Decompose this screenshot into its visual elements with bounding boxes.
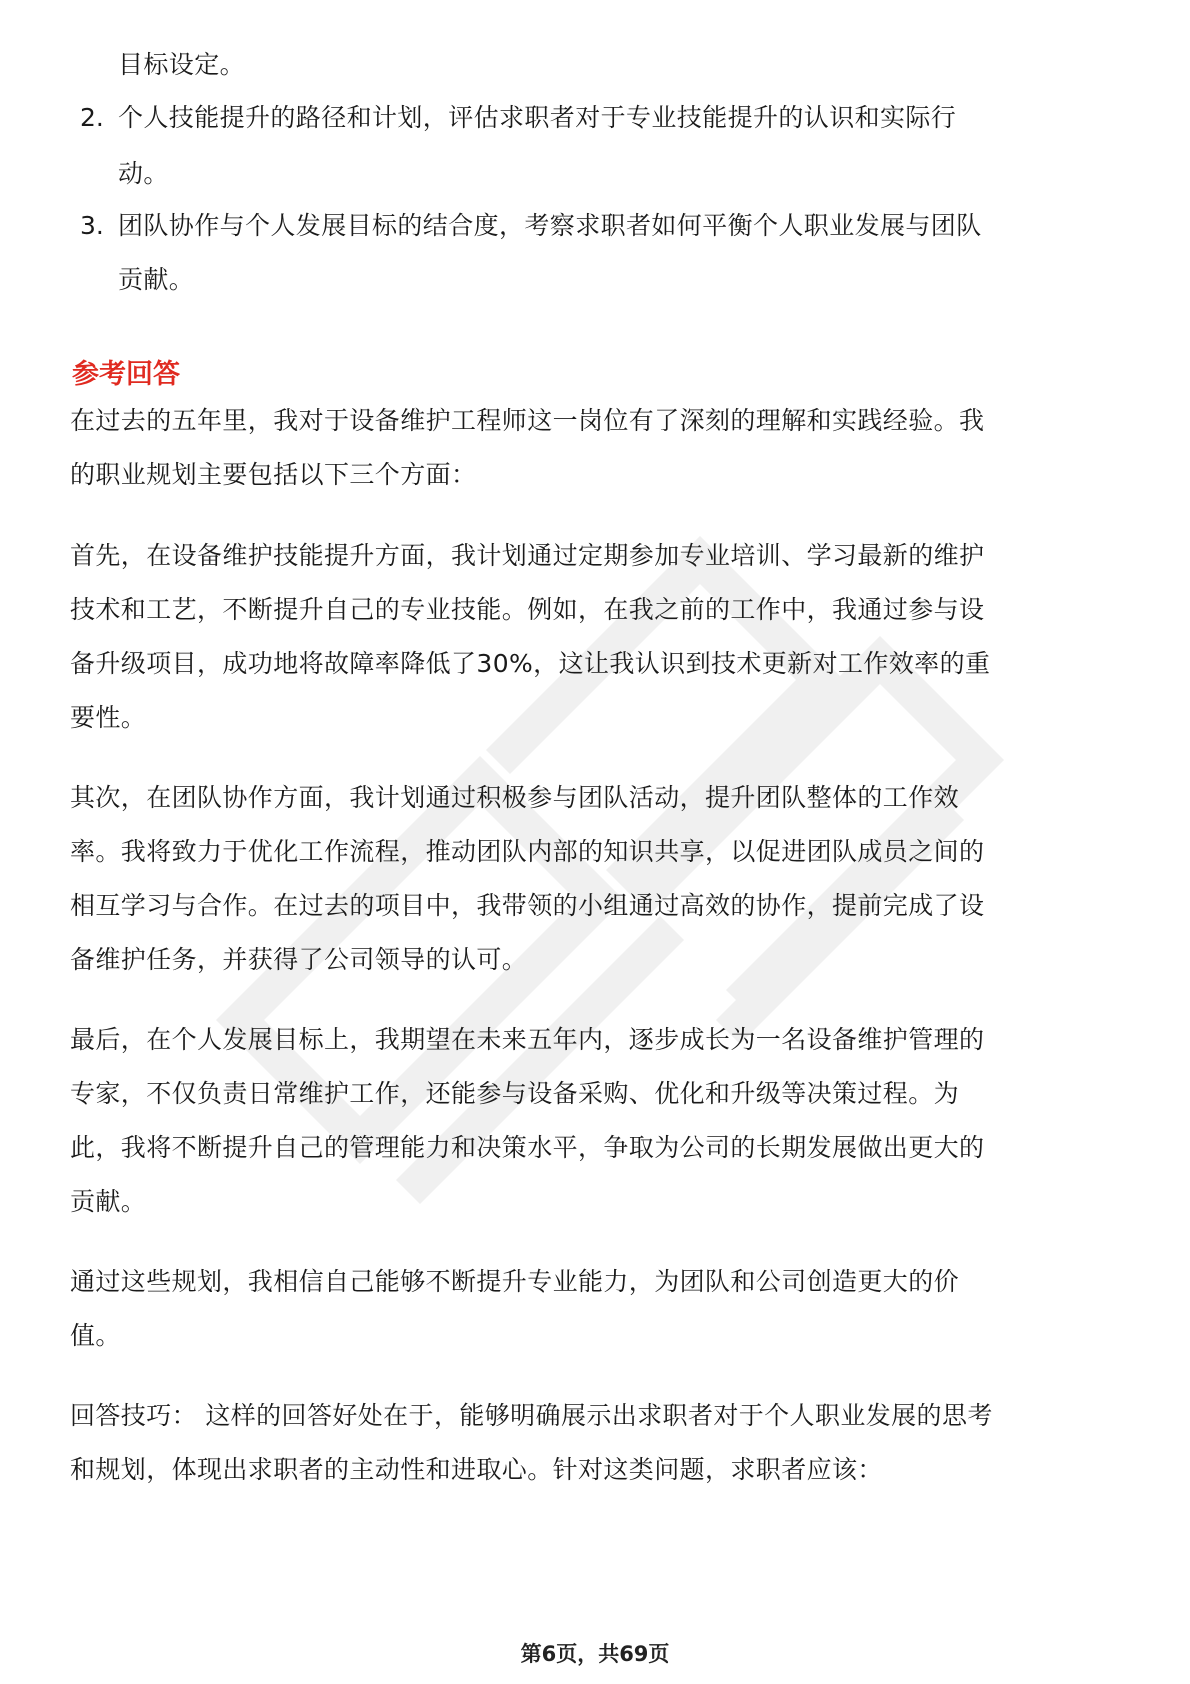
paragraph-4-line-3: 此，我将不断提升自己的管理能力和决策水平，争取为公司的长期发展做出更大的	[70, 1133, 985, 1162]
list-number-3: 3.	[80, 211, 104, 240]
paragraph-2-line-1: 首先，在设备维护技能提升方面，我计划通过定期参加专业培训、学习最新的维护	[70, 541, 985, 570]
paragraph-2-line-3: 备升级项目，成功地将故障率降低了30%，这让我认识到技术更新对工作效率的重	[70, 649, 991, 678]
list-item-3-line-1: 团队协作与个人发展目标的结合度，考察求职者如何平衡个人职业发展与团队	[118, 211, 982, 240]
paragraph-5-line-2: 值。	[70, 1321, 121, 1350]
list-item-3-line-2: 贡献。	[118, 265, 195, 294]
paragraph-4-line-4: 贡献。	[70, 1187, 147, 1216]
paragraph-2-line-4: 要性。	[70, 703, 147, 732]
paragraph-3-line-2: 率。我将致力于优化工作流程，推动团队内部的知识共享，以促进团队成员之间的	[70, 837, 985, 866]
list-item-2-line-2: 动。	[118, 159, 169, 188]
paragraph-4-line-1: 最后，在个人发展目标上，我期望在未来五年内，逐步成长为一名设备维护管理的	[70, 1025, 985, 1054]
paragraph-6-line-2: 和规划，体现出求职者的主动性和进取心。针对这类问题，求职者应该：	[70, 1455, 883, 1484]
paragraph-1-line-2: 的职业规划主要包括以下三个方面：	[70, 460, 477, 489]
paragraph-4-line-2: 专家，不仅负责日常维护工作，还能参与设备采购、优化和升级等决策过程。为	[70, 1079, 960, 1108]
page-number-footer: 第6页，共69页	[520, 1642, 670, 1666]
paragraph-5-line-1: 通过这些规划，我相信自己能够不断提升专业能力，为团队和公司创造更大的价	[70, 1267, 960, 1296]
list-item-continuation: 目标设定。	[118, 50, 246, 79]
list-number-2: 2.	[80, 103, 104, 132]
section-heading: 参考回答	[72, 359, 180, 390]
paragraph-3-line-1: 其次，在团队协作方面，我计划通过积极参与团队活动，提升团队整体的工作效	[70, 783, 960, 812]
paragraph-1-line-1: 在过去的五年里，我对于设备维护工程师这一岗位有了深刻的理解和实践经验。我	[70, 406, 985, 435]
paragraph-3-line-4: 备维护任务，并获得了公司领导的认可。	[70, 945, 528, 974]
paragraph-6-line-1: 回答技巧： 这样的回答好处在于，能够明确展示出求职者对于个人职业发展的思考	[70, 1401, 993, 1430]
paragraph-3-line-3: 相互学习与合作。在过去的项目中，我带领的小组通过高效的协作，提前完成了设	[70, 891, 985, 920]
paragraph-2-line-2: 技术和工艺，不断提升自己的专业技能。例如，在我之前的工作中，我通过参与设	[70, 595, 985, 624]
list-item-2-line-1: 个人技能提升的路径和计划，评估求职者对于专业技能提升的认识和实际行	[118, 103, 957, 132]
